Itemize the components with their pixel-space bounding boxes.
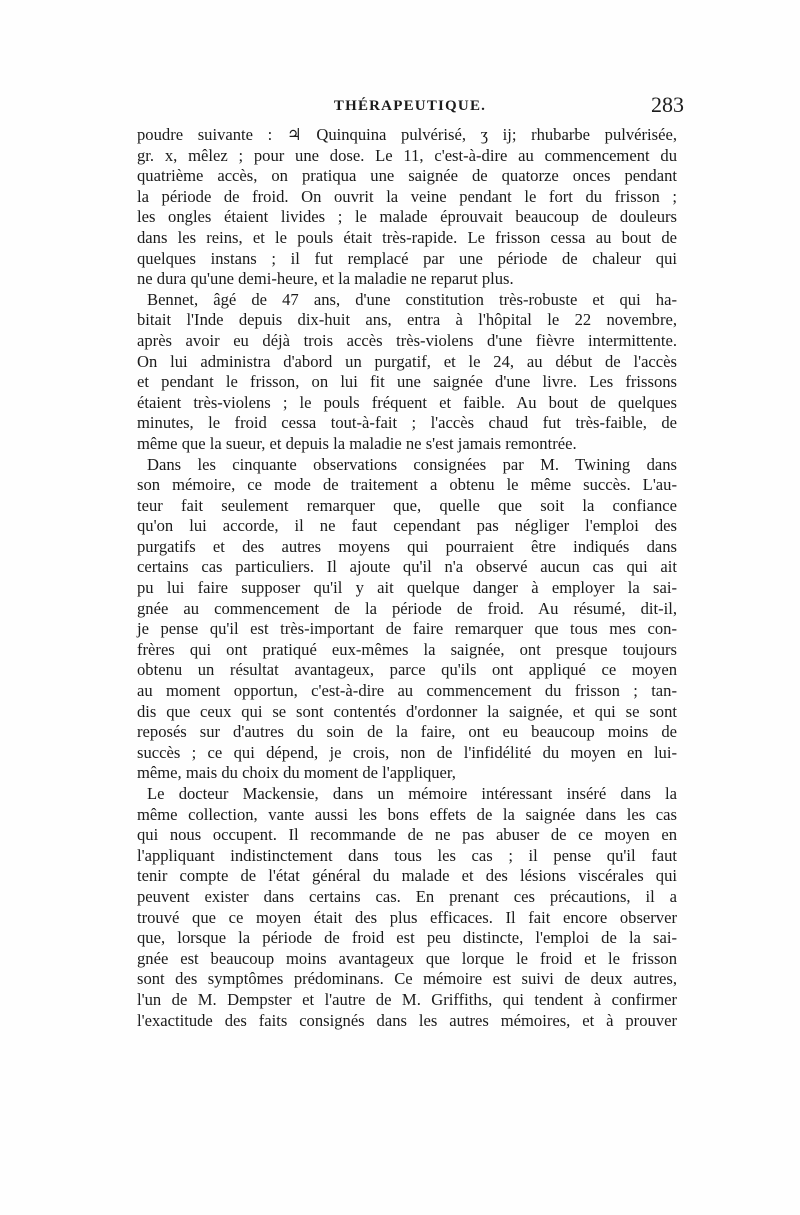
text-line: l'un de M. Dempster et l'autre de M. Griffiths, qui tendent à confirmer xyxy=(137,989,677,1009)
text-line: Dans les cinquante observations consignées par M. Twining dans xyxy=(147,454,677,474)
text-line: même collection, vante aussi les bons effets de la saignée dans les cas xyxy=(137,804,677,824)
body-text xyxy=(137,125,677,1031)
text-line: On lui administra d'abord un purgatif, et le 24, au début de l'accès xyxy=(137,351,677,371)
text-line: frères qui ont pratiqué eux-mêmes la saignée, ont presque toujours xyxy=(137,639,677,659)
running-title: THÉRAPEUTIQUE. xyxy=(333,98,487,114)
text-line: Bennet, âgé de 47 ans, d'une constitution très-robuste et qui ha- xyxy=(147,289,677,309)
text-line: Le docteur Mackensie, dans un mémoire intéressant inséré dans la xyxy=(147,784,677,803)
text-line: que, lorsque la période de froid est peu distincte, l'emploi de la sai- xyxy=(137,928,677,948)
text-line: la période de froid. On ouvrit la veine pendant le fort du frisson ; xyxy=(137,186,677,206)
text-line: teur fait seulement remarquer que, quelle que soit la confiance xyxy=(137,495,677,515)
text-line: l'appliquant indistinctement dans tous les cas ; il pense qu'il faut xyxy=(137,845,677,865)
text-line: dis que ceux qui se sont contentés d'ordonner la saignée, et qui se sont xyxy=(137,701,677,721)
text-line: trouvé que ce moyen était des plus efficaces. Il fait encore observer xyxy=(137,907,677,927)
text-line: même que la sueur, et depuis la maladie ne s'est jamais remontrée. xyxy=(137,433,577,453)
text-line: obtenu un résultat avantageux, parce qu'ils ont appliqué ce moyen xyxy=(137,660,677,680)
text-line: les ongles étaient livides ; le malade éprouvait beaucoup de douleurs xyxy=(137,207,677,227)
text-line: gnée est beaucoup moins avantageux que lorque le froid et le frisson xyxy=(137,948,677,968)
text-line: minutes, le froid cessa tout-à-fait ; l'accès chaud fut très-faible, de xyxy=(137,413,677,433)
text-line: succès ; ce qui dépend, je crois, non de l'infidélité du moyen en lui- xyxy=(137,742,677,762)
text-line: peuvent exister dans certains cas. En prenant ces précautions, il a xyxy=(137,886,677,906)
text-line: l'exactitude des faits consignés dans les autres mémoires, et à prouver xyxy=(137,1010,677,1030)
text-line: certains cas particuliers. Il ajoute qu'il n'a observé aucun cas qui ait xyxy=(137,557,677,577)
text-line: quatrième accès, on pratiqua une saignée de quatorze onces pendant xyxy=(137,166,677,186)
text-line: quelques instans ; il fut remplacé par une période de chaleur qui xyxy=(137,248,677,268)
text-line: étaient très-violens ; le pouls fréquent et faible. Au bout de quelques xyxy=(137,392,677,412)
running-head xyxy=(136,92,684,122)
text-line: poudre suivante : ♃ Quinquina pulvérisé, ʒ ij; rhubarbe pulvérisée, xyxy=(137,125,677,144)
text-line: tenir compte de l'état général du malade et des lésions viscérales qui xyxy=(137,866,677,886)
text-line: reposés sur d'autres du soin de la faire, ont eu beaucoup moins de xyxy=(137,722,677,742)
text-line: sont des symptômes prédominans. Ce mémoire est suivi de deux autres, xyxy=(137,969,677,989)
text-line: qu'on lui accorde, il ne faut cependant pas négliger l'emploi des xyxy=(137,516,677,536)
text-line: et pendant le frisson, on lui fit une saignée d'une livre. Les frissons xyxy=(137,372,677,392)
page-number: 283 xyxy=(651,92,684,117)
text-line: gnée au commencement de la période de froid. Au résumé, dit-il, xyxy=(137,598,677,618)
text-line: après avoir eu déjà trois accès très-violens d'une fièvre intermittente. xyxy=(137,330,677,350)
text-line: je pense qu'il est très-important de faire remarquer que tous mes con- xyxy=(137,619,677,639)
text-line: bitait l'Inde depuis dix-huit ans, entra à l'hôpital le 22 novembre, xyxy=(137,310,677,330)
text-line: gr. x, mêlez ; pour une dose. Le 11, c'est-à-dire au commencement du xyxy=(137,145,677,165)
text-line: son mémoire, ce mode de traitement a obtenu le même succès. L'au- xyxy=(137,475,677,495)
text-line: ne dura qu'une demi-heure, et la maladie ne reparut plus. xyxy=(137,269,514,289)
text-line: dans les reins, et le pouls était très-rapide. Le frisson cessa au bout de xyxy=(137,227,677,247)
text-line: au moment opportun, c'est-à-dire au commencement du frisson ; tan- xyxy=(137,681,677,701)
text-line: qui nous occupent. Il recommande de ne pas abuser de ce moyen en xyxy=(137,825,677,845)
text-line: pu lui faire supposer qu'il y ait quelque danger à employer la sai- xyxy=(137,578,677,598)
text-line: purgatifs et des autres moyens qui pourraient être indiqués dans xyxy=(137,536,677,556)
text-line: même, mais du choix du moment de l'appliquer, xyxy=(137,763,456,783)
